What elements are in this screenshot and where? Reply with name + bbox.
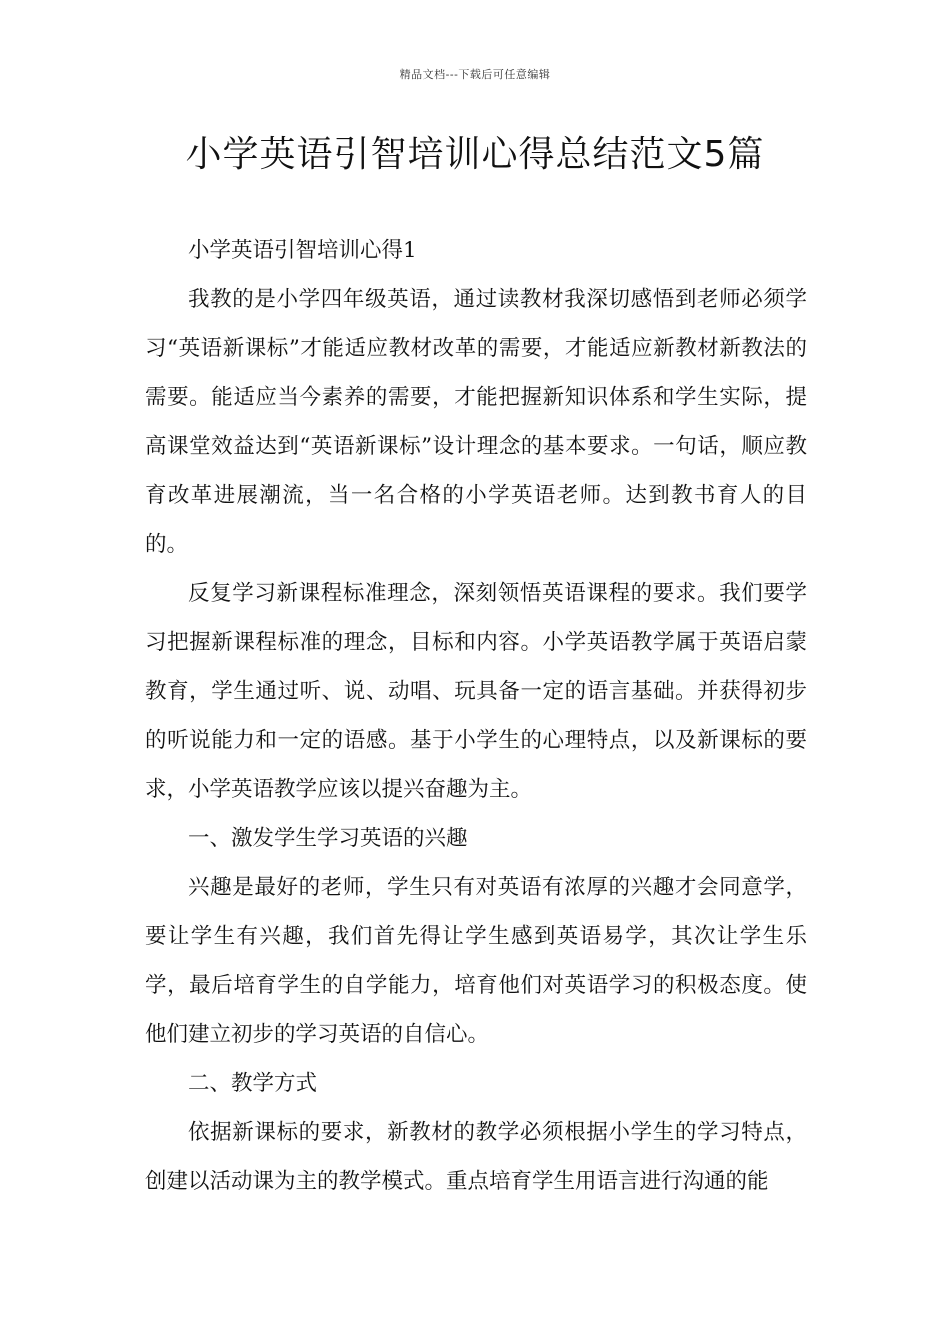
section-heading: 二、教学方式 (188, 1071, 318, 1096)
paragraph: 依据新课标的要求，新教材的教学必须根据小学生的学习特点，创建以活动课为主的教学模式。重点培育学生用语言进行沟通的能 (145, 1120, 807, 1194)
section-heading: 一、激发学生学习英语的兴趣 (188, 826, 468, 851)
document-body (145, 226, 807, 1206)
document-title: 小学英语引智培训心得总结范文5篇 (185, 134, 765, 175)
paragraph: 兴趣是最好的老师，学生只有对英语有浓厚的兴趣才会同意学，要让学生有兴趣，我们首先得让学生感到英语易学，其次让学生乐学，最后培育学生的自学能力，培育他们对英语学习的积极态度。使他们建立初步的学习英语的自信心。 (145, 875, 807, 1047)
header-note: 精品文档---下载后可任意编辑 (399, 68, 551, 81)
section-heading: 小学英语引智培训心得1 (188, 238, 417, 263)
paragraph: 反复学习新课程标准理念，深刻领悟英语课程的要求。我们要学习把握新课程标准的理念，目标和内容。小学英语教学属于英语启蒙教育，学生通过听、说、动唱、玩具备一定的语言基础。并获得初步的听说能力和一定的语感。基于小学生的心理特点，以及新课标的要求，小学英语教学应该以提兴奋趣为主。 (145, 581, 807, 802)
paragraph: 我教的是小学四年级英语，通过读教材我深切感悟到老师必须学习“英语新课标”才能适应教材改革的需要，才能适应新教材新教法的需要。能适应当今素养的需要，才能把握新知识体系和学生实际，提高课堂效益达到“英语新课标”设计理念的基本要求。一句话，顺应教育改革进展潮流，当一名合格的小学英语老师。达到教书育人的目的。 (145, 287, 807, 557)
